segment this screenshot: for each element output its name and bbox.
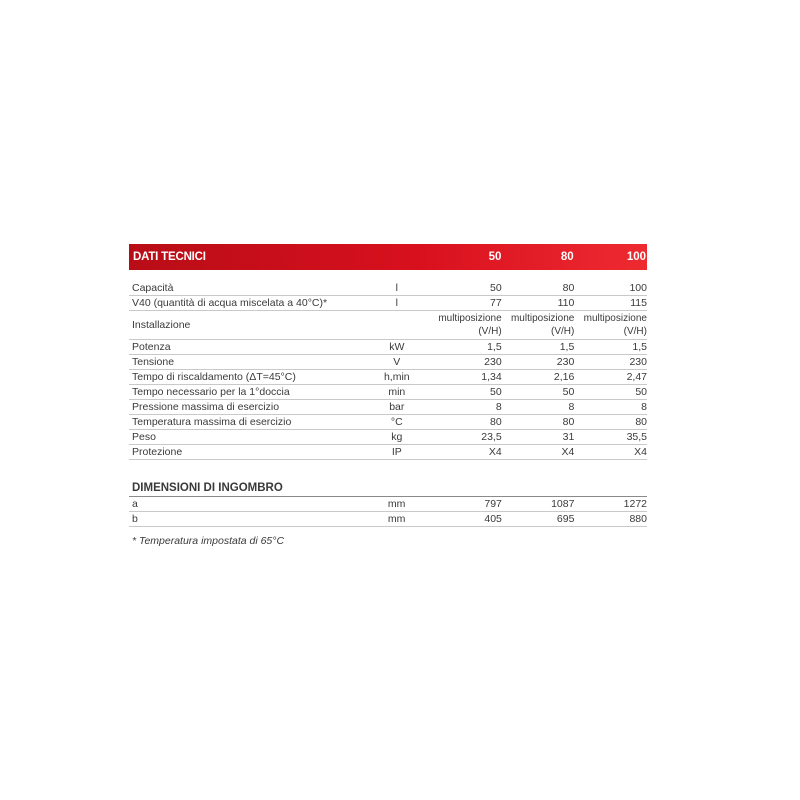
model-header-50: 50 (488, 251, 502, 263)
row-label: Potenza (129, 340, 365, 355)
row-unit: l (365, 296, 430, 311)
row-value: 77 (429, 296, 502, 311)
row-label: Tempo necessario per la 1°doccia (129, 385, 365, 400)
row-value (574, 311, 647, 340)
spec-table (129, 281, 647, 460)
row-value (429, 311, 502, 340)
row-label: Installazione (129, 311, 365, 340)
row-label: Tensione (129, 355, 365, 370)
table-row (129, 512, 647, 527)
dimensions-table (129, 497, 647, 527)
row-value (502, 311, 575, 340)
table-row (129, 281, 647, 296)
table-row (129, 430, 647, 445)
table-row (129, 385, 647, 400)
table-row (129, 311, 647, 340)
row-value: X4 (429, 445, 502, 460)
value-line: multiposizione (510, 313, 575, 324)
row-unit: min (365, 385, 430, 400)
table-row (129, 355, 647, 370)
row-label: V40 (quantità di acqua miscelata a 40°C)* (129, 296, 365, 311)
table-row (129, 497, 647, 512)
row-value: 115 (574, 296, 647, 311)
table-row (129, 400, 647, 415)
spec-header-bar (129, 244, 647, 270)
row-value: 50 (429, 385, 502, 400)
row-unit: kg (365, 430, 430, 445)
row-unit: h,min (365, 370, 430, 385)
spec-sheet (129, 244, 647, 547)
row-unit: bar (365, 400, 430, 415)
row-value: 8 (429, 400, 502, 415)
row-value: 50 (502, 385, 575, 400)
row-value: 230 (574, 355, 647, 370)
multi-line-value (502, 312, 575, 338)
row-label: Peso (129, 430, 365, 445)
row-unit (365, 311, 430, 340)
row-unit: mm (364, 512, 430, 527)
row-value: 1272 (574, 497, 647, 512)
row-value: 695 (502, 512, 575, 527)
row-value: 35,5 (574, 430, 647, 445)
row-value: 1087 (502, 497, 575, 512)
row-value: X4 (502, 445, 575, 460)
multi-line-value (574, 312, 647, 338)
row-value: 1,5 (502, 340, 575, 355)
model-header-100: 100 (626, 251, 646, 263)
row-value: 80 (502, 281, 575, 296)
row-value: 880 (574, 512, 647, 527)
row-value: 230 (502, 355, 575, 370)
row-value: 100 (574, 281, 647, 296)
row-value: 2,16 (502, 370, 575, 385)
model-header-80: 80 (560, 251, 574, 263)
row-value: 50 (429, 281, 502, 296)
table-row (129, 370, 647, 385)
table-row (129, 445, 647, 460)
row-label: b (129, 512, 364, 527)
row-unit: °C (365, 415, 430, 430)
row-value: 80 (429, 415, 502, 430)
dimensions-title: DIMENSIONI DI INGOMBRO (129, 482, 647, 497)
row-value: 31 (502, 430, 575, 445)
row-value: 1,5 (574, 340, 647, 355)
table-row (129, 296, 647, 311)
row-label: Pressione massima di esercizio (129, 400, 365, 415)
row-value: 8 (574, 400, 647, 415)
row-value: 80 (574, 415, 647, 430)
row-value: 797 (429, 497, 501, 512)
row-unit: IP (365, 445, 430, 460)
row-value: 23,5 (429, 430, 502, 445)
row-value: 405 (429, 512, 501, 527)
table-row (129, 415, 647, 430)
row-unit: l (365, 281, 430, 296)
multi-line-value (429, 312, 502, 338)
row-value: 2,47 (574, 370, 647, 385)
row-value: 110 (502, 296, 575, 311)
value-line: (V/H) (550, 326, 575, 337)
row-label: Tempo di riscaldamento (ΔT=45°C) (129, 370, 365, 385)
row-value: 8 (502, 400, 575, 415)
row-label: a (129, 497, 364, 512)
spec-title: DATI TECNICI (133, 251, 206, 263)
footnote: * Temperatura impostata di 65°C (132, 535, 285, 547)
value-line: multiposizione (583, 313, 647, 324)
row-value: 230 (429, 355, 502, 370)
row-value: 1,34 (429, 370, 502, 385)
row-value: 80 (502, 415, 575, 430)
row-value: 1,5 (429, 340, 502, 355)
row-label: Temperatura massima di esercizio (129, 415, 365, 430)
row-value: 50 (574, 385, 647, 400)
row-value: X4 (574, 445, 647, 460)
row-unit: kW (365, 340, 430, 355)
row-unit: mm (364, 497, 430, 512)
table-row (129, 340, 647, 355)
row-unit: V (365, 355, 430, 370)
value-line: multiposizione (438, 313, 502, 324)
value-line: (V/H) (623, 326, 647, 337)
value-line: (V/H) (478, 326, 502, 337)
row-label: Protezione (129, 445, 365, 460)
row-label: Capacità (129, 281, 365, 296)
